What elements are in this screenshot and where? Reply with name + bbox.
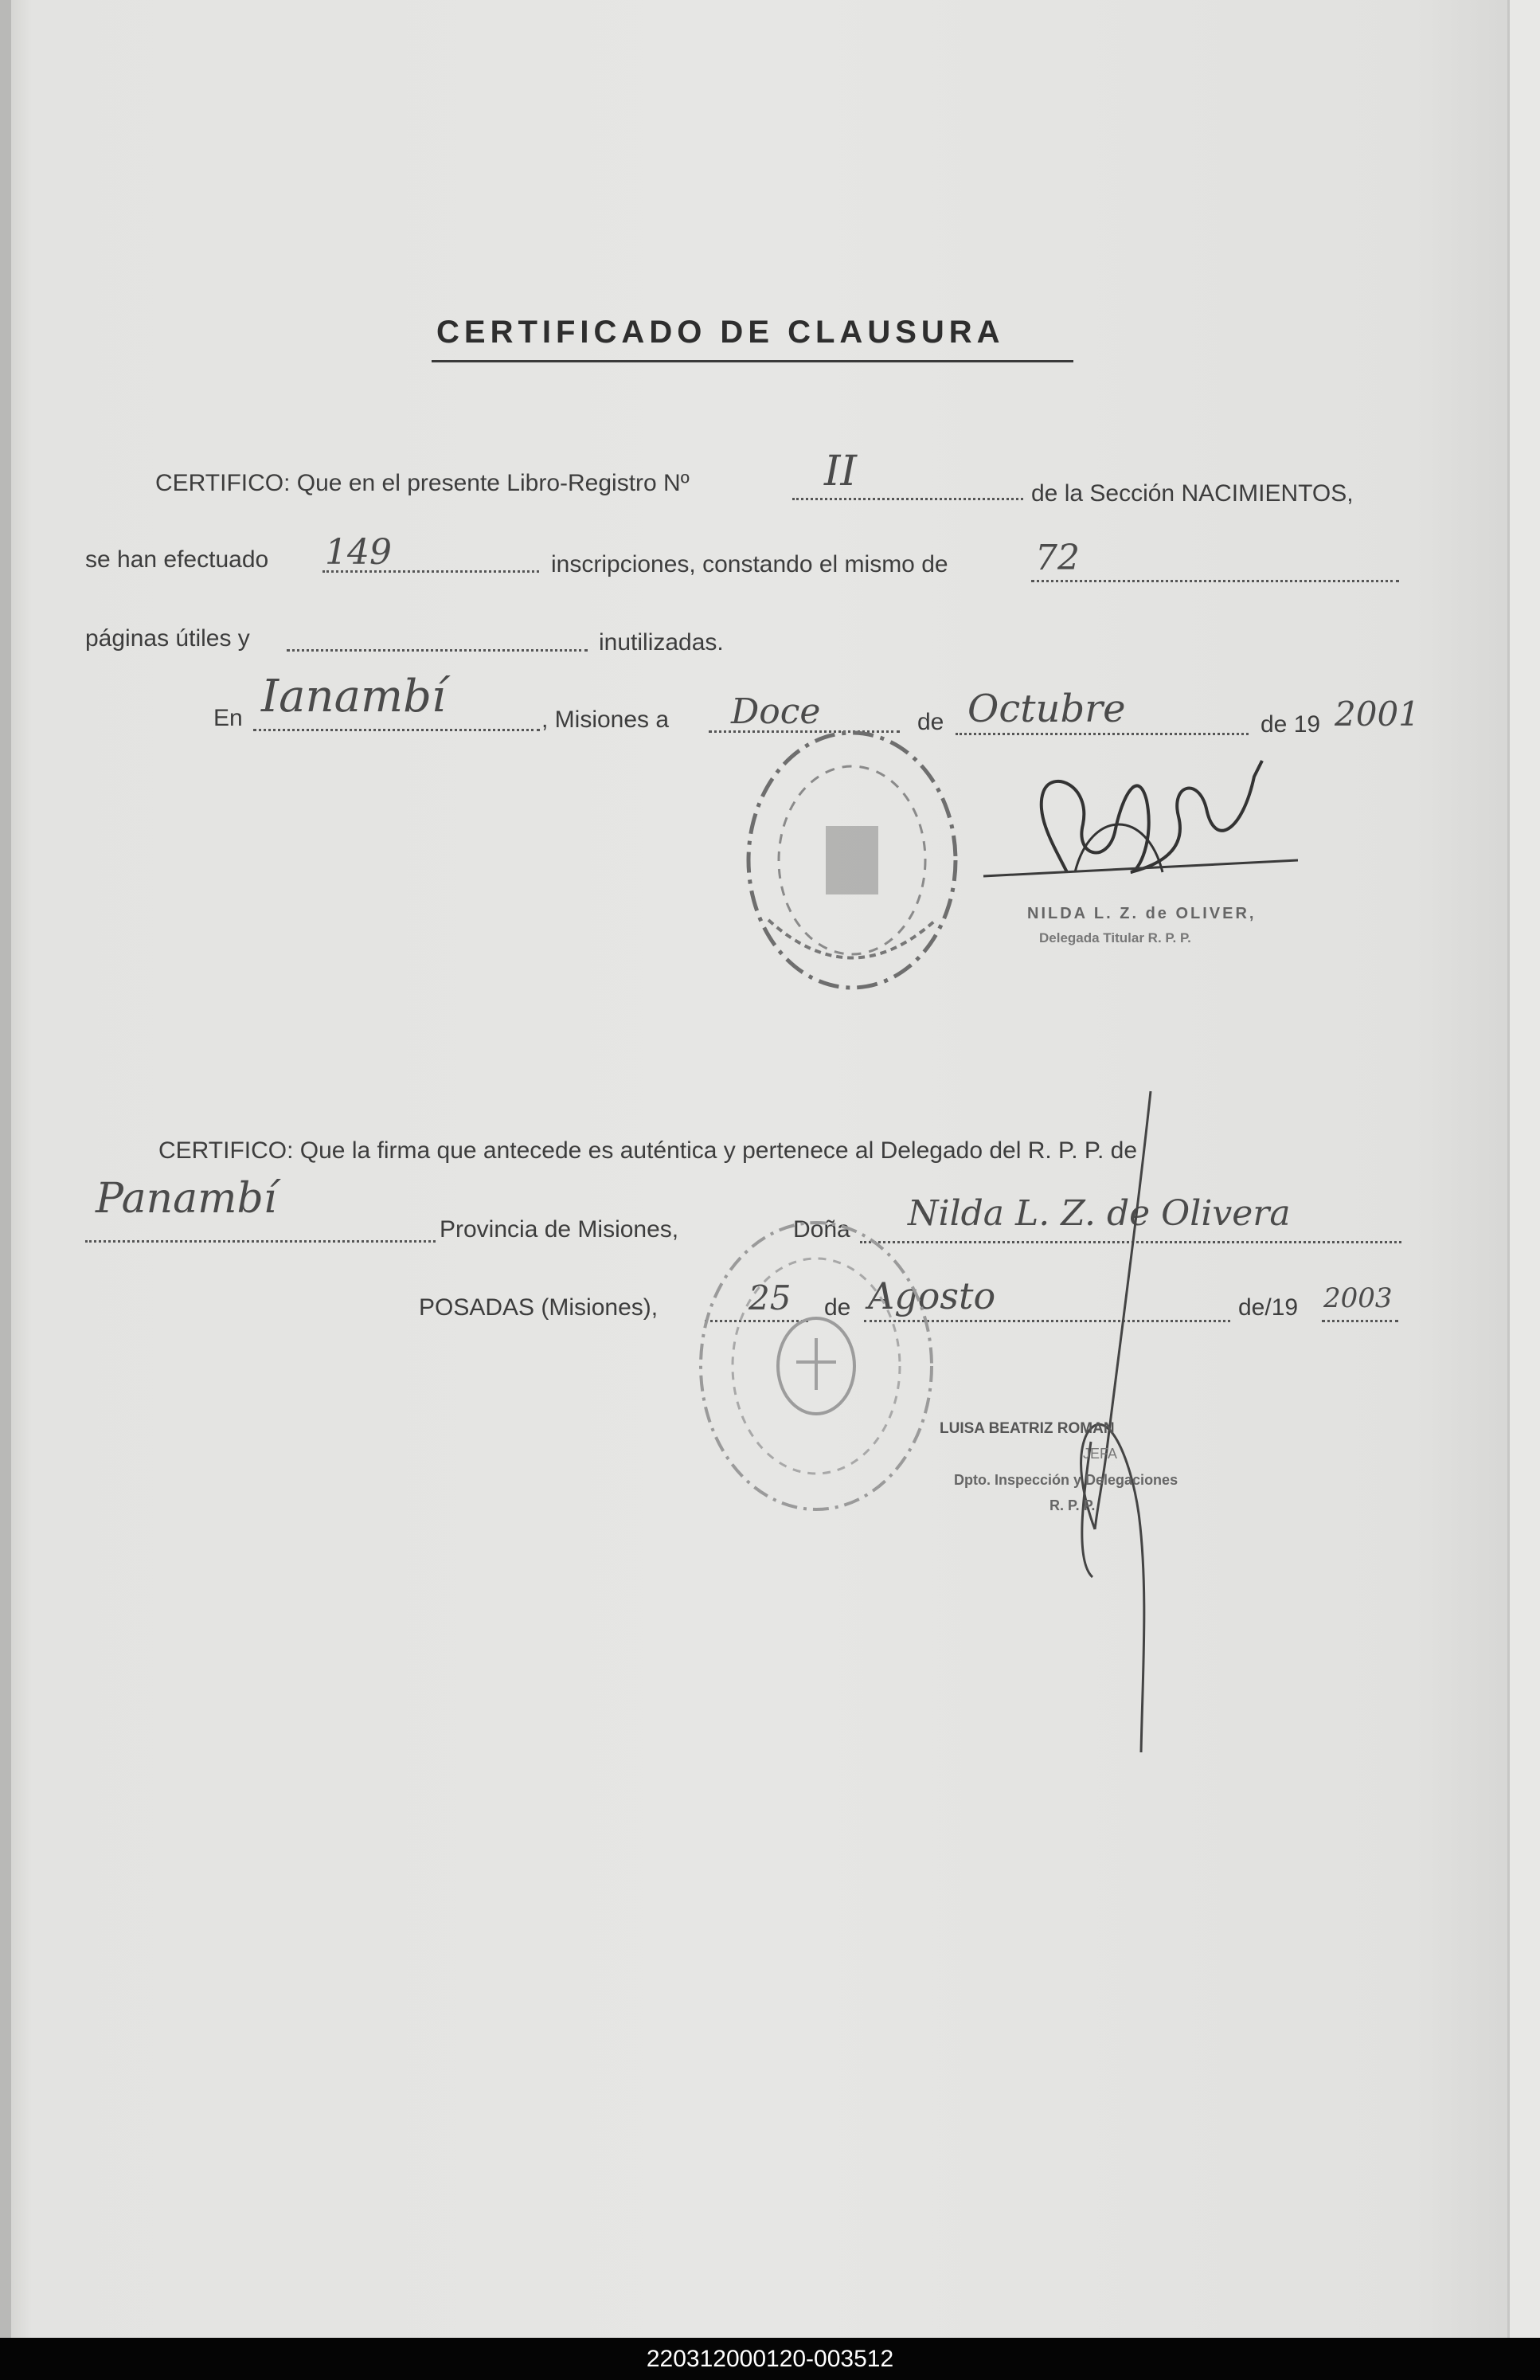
official-seal-1	[737, 721, 967, 1008]
cert2-dona-label: Doña	[793, 1216, 850, 1243]
page-left-edge	[0, 0, 11, 2338]
official-seal-2	[685, 1203, 948, 1521]
cert1-line2-text-b: inscripciones, constando el mismo de	[551, 551, 948, 577]
cert1-inutilizadas-dots	[287, 649, 588, 652]
stamp2-org: R. P. P.	[1049, 1497, 1096, 1513]
cert2-provincia-label: Provincia de Misiones,	[440, 1216, 679, 1243]
document-title: CERTIFICADO DE CLAUSURA	[436, 315, 1005, 350]
cert2-de-label: de	[824, 1294, 851, 1321]
cert2-line1-text: CERTIFICO: Que la firma que antecede es auténtica y pertenece al Delegado del R. P. P. de	[158, 1137, 1138, 1164]
cert1-line2-text: se han efectuado	[85, 546, 269, 573]
cert2-year-label: de/19	[1238, 1294, 1299, 1321]
cert1-misiones-label: , Misiones a	[541, 707, 670, 733]
cert1-en-label: En	[213, 705, 243, 731]
cert1-place: Ianambí	[261, 671, 446, 722]
cert1-line1-section: de la Sección NACIMIENTOS,	[1031, 480, 1354, 507]
stamp1-title: Delegada Titular R. P. P.	[1039, 930, 1191, 945]
cert1-day: Doce	[731, 691, 821, 732]
cert1-month: Octubre	[967, 687, 1126, 731]
stamp2-title: JEFA	[1083, 1446, 1118, 1462]
cert1-libro-number: II	[824, 448, 858, 495]
cert1-year-label: de 19	[1261, 711, 1321, 738]
stamp2-dept: Dpto. Inspección y Delegaciones	[954, 1472, 1178, 1488]
cert2-month: Agosto	[868, 1274, 996, 1317]
stamp1-name: NILDA L. Z. de OLIVER,	[1027, 905, 1257, 922]
cert1-line3-text-b: inutilizadas.	[599, 629, 724, 656]
cert1-de-label: de	[917, 709, 944, 735]
cert1-paginas-dots	[1031, 580, 1399, 582]
cert2-year: 2003	[1323, 1282, 1393, 1314]
stamp2-name: LUISA BEATRIZ ROMAN	[940, 1420, 1115, 1437]
cert1-month-dots	[956, 733, 1249, 735]
signature-1	[979, 753, 1298, 896]
cert2-posadas-label: POSADAS (Misiones),	[419, 1294, 659, 1321]
cert1-place-dots	[253, 729, 540, 731]
cert2-place: Panambí	[96, 1175, 277, 1223]
cert2-place-dots	[85, 1240, 436, 1243]
cert2-day: 25	[749, 1278, 791, 1317]
cert2-year-dots	[1322, 1320, 1398, 1322]
title-underline	[432, 360, 1073, 362]
cert1-line1-text: CERTIFICO: Que en el presente Libro-Registro Nº	[155, 470, 690, 496]
cert1-year: 2001	[1335, 695, 1420, 734]
archive-footer	[0, 2338, 1540, 2380]
archive-code: 220312000120-003512	[646, 2346, 894, 2372]
cert2-name: Nilda L. Z. de Olivera	[908, 1193, 1291, 1234]
cert1-inscripciones-count: 149	[325, 532, 392, 573]
cert1-libro-dots	[792, 498, 1023, 500]
cert1-paginas-count: 72	[1035, 538, 1080, 578]
page-right-strip	[1510, 0, 1540, 2338]
cert1-line3-text: páginas útiles y	[85, 625, 250, 652]
